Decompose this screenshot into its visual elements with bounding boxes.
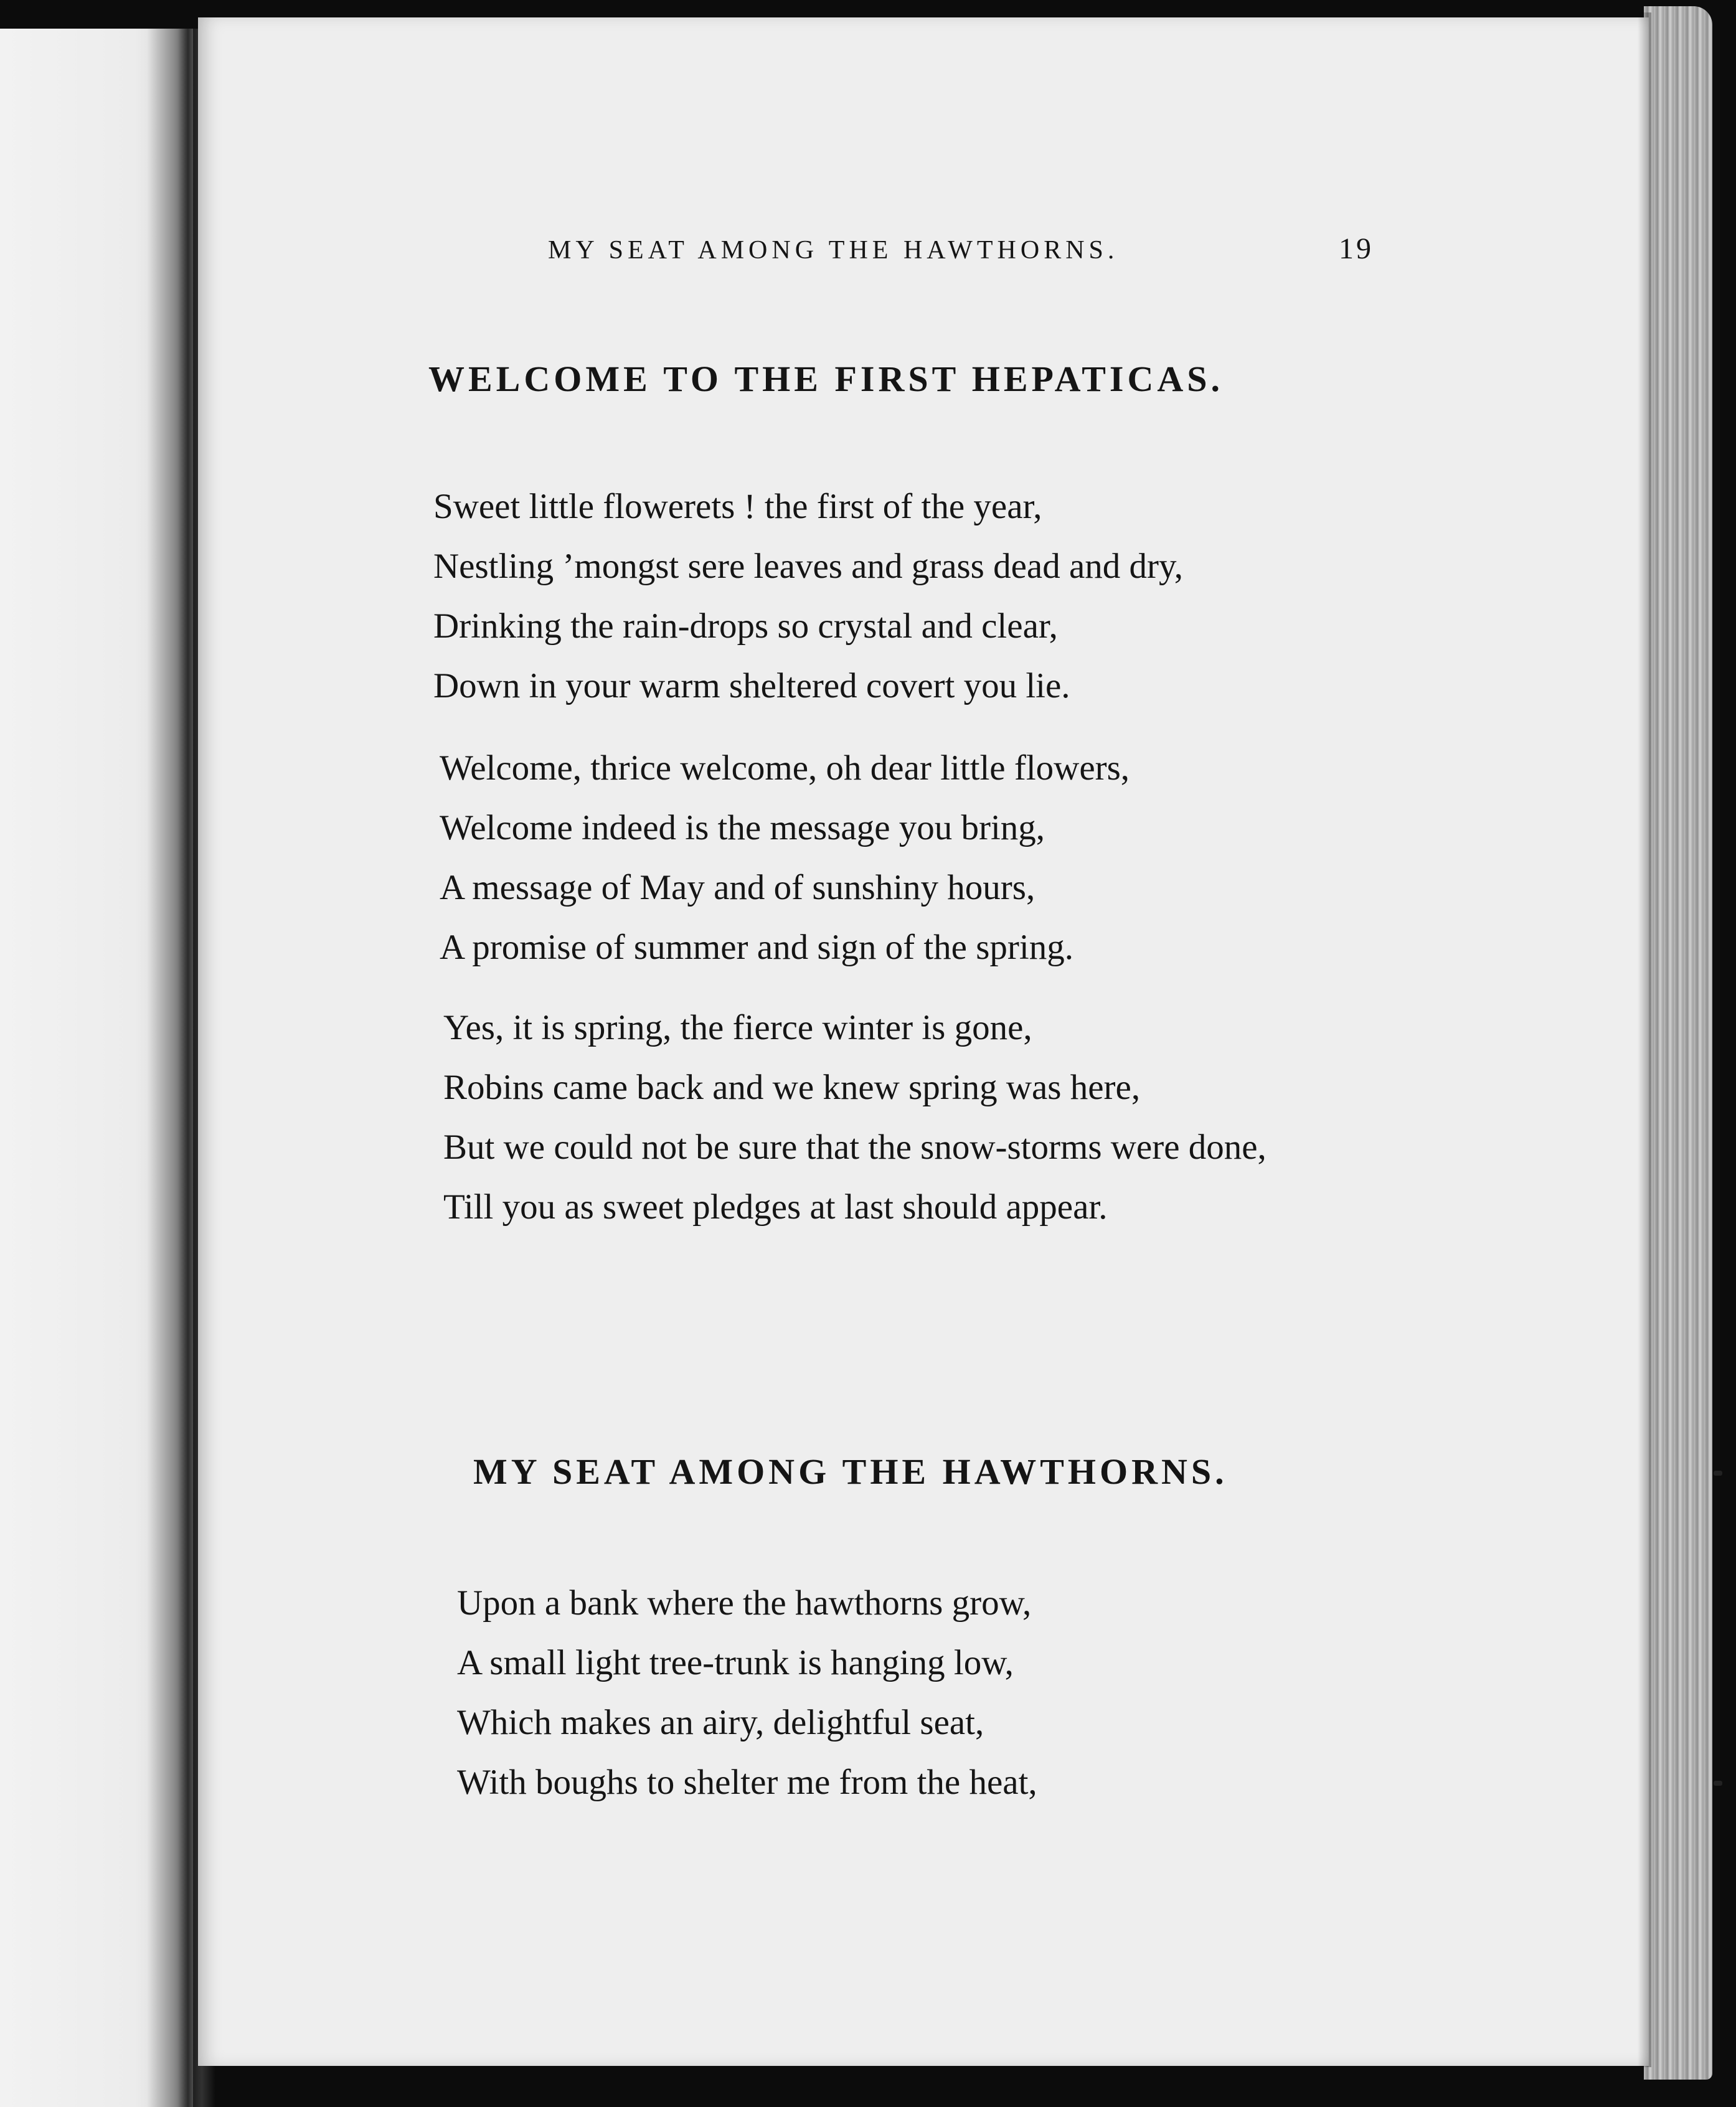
poem-line: Nestling ’mongst sere leaves and grass dead and dry, <box>433 547 1184 586</box>
poem-line: Welcome, thrice welcome, oh dear little flowers, <box>440 748 1130 788</box>
poem-line: Upon a bank where the hawthorns grow, <box>457 1583 1032 1623</box>
poem-title: MY SEAT AMONG THE HAWTHORNS. <box>473 1451 1228 1492</box>
poem-line: Which makes an airy, delightful seat, <box>457 1703 984 1742</box>
poem-line: Sweet little flowerets ! the first of the year, <box>433 487 1042 526</box>
stanza <box>440 738 1130 978</box>
poem-line: With boughs to shelter me from the heat, <box>457 1763 1037 1802</box>
stanza <box>433 477 1183 716</box>
poem-line: Drinking the rain-drops so crystal and clear, <box>433 606 1058 646</box>
page-edge-stack <box>1644 6 1712 2080</box>
poem-line: A small light tree-trunk is hanging low, <box>457 1643 1014 1682</box>
poem-line: Till you as sweet pledges at last should appear. <box>443 1187 1108 1227</box>
poem-line: Down in your warm sheltered covert you lie. <box>433 666 1070 705</box>
poem-line: A message of May and of sunshiny hours, <box>440 868 1035 907</box>
stanza <box>457 1573 1037 1812</box>
poem-title: WELCOME TO THE FIRST HEPATICAS. <box>428 359 1224 399</box>
poem-line: Welcome indeed is the message you bring, <box>440 808 1045 847</box>
poem-line: Robins came back and we knew spring was here, <box>443 1068 1141 1107</box>
stanza <box>443 998 1267 1237</box>
poem-line: Yes, it is spring, the fierce winter is gone, <box>443 1008 1032 1047</box>
poem-line: But we could not be sure that the snow-storms were done, <box>443 1128 1267 1167</box>
page-edge-shadow <box>1638 12 1651 2067</box>
scan-speck <box>1714 1781 1722 1786</box>
page-number: 19 <box>1339 232 1374 265</box>
running-head: MY SEAT AMONG THE HAWTHORNS. <box>548 236 1119 265</box>
poem-line: A promise of summer and sign of the spring. <box>440 928 1073 967</box>
scan-speck <box>1714 1471 1722 1476</box>
